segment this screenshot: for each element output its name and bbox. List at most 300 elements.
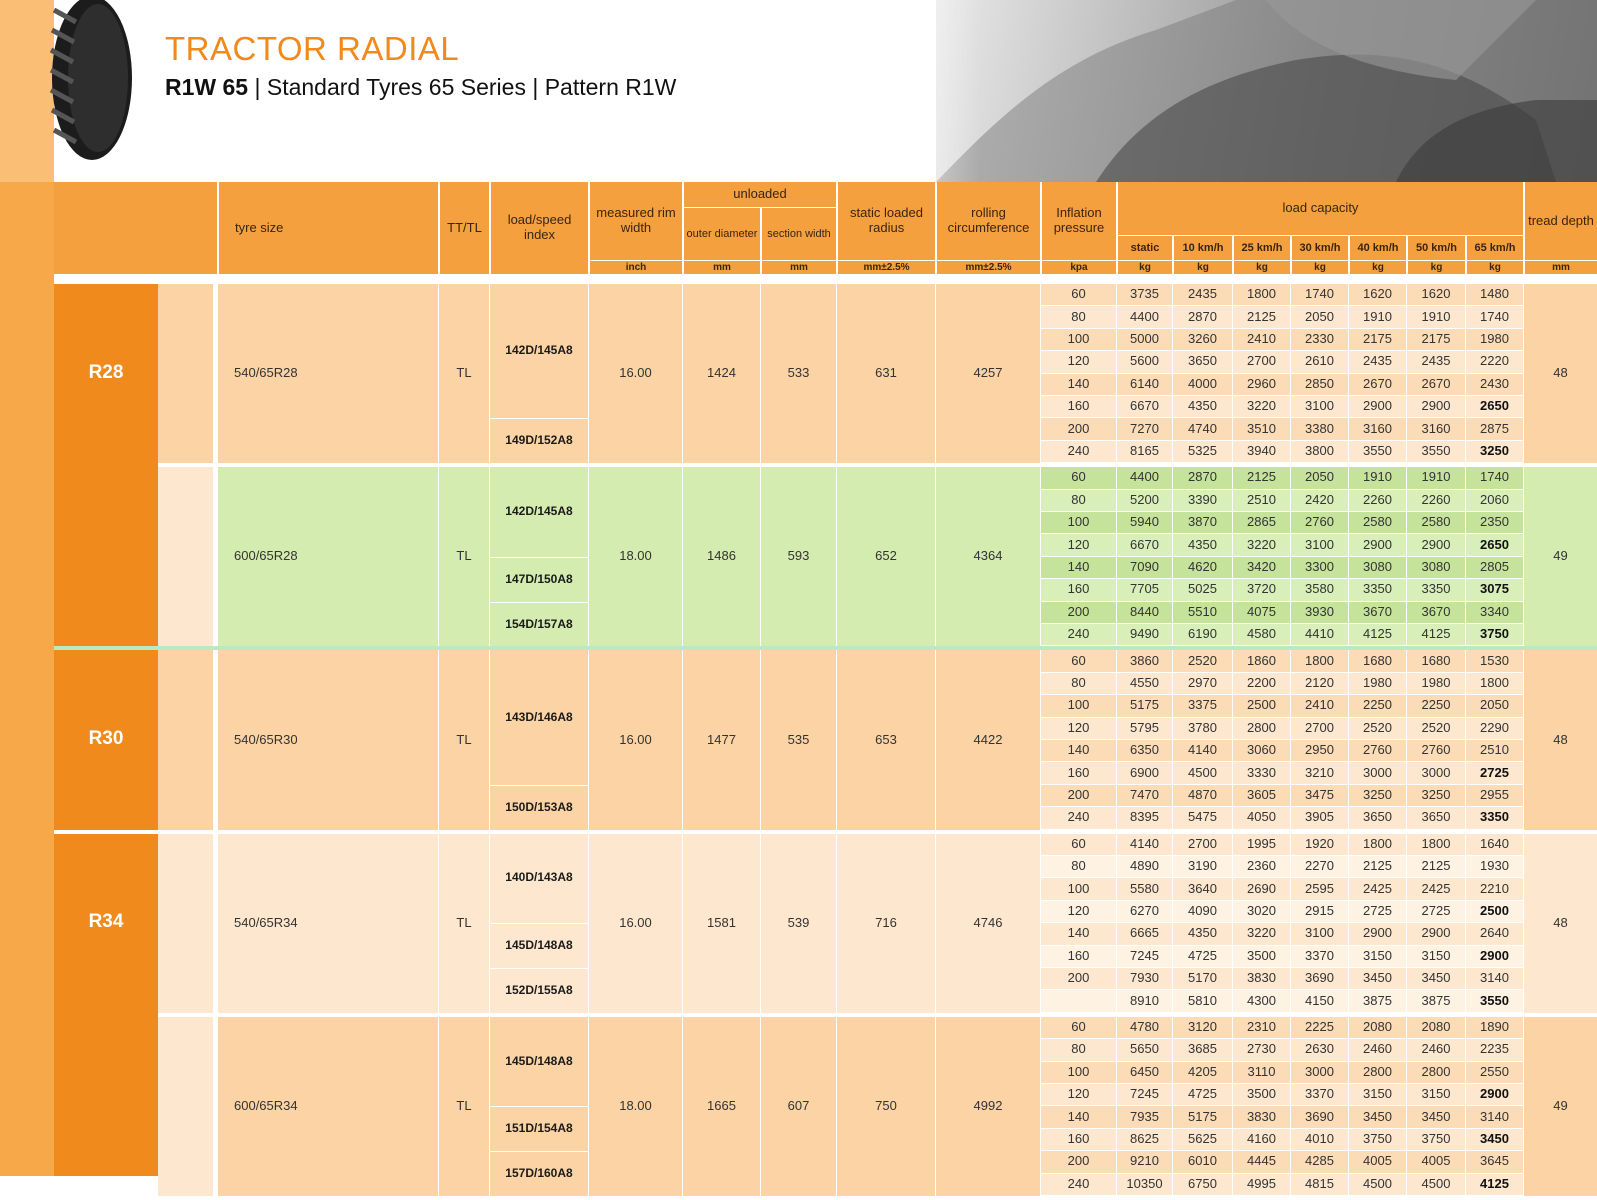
inflation-pressure: 60: [1040, 834, 1116, 856]
outer-diameter: 1486: [682, 467, 760, 646]
inflation-pressure: 100: [1040, 695, 1116, 717]
load-capacity-value: 2125: [1348, 856, 1406, 878]
load-capacity-value: 2700: [1290, 718, 1348, 740]
inflation-pressure: 120: [1040, 901, 1116, 923]
inflation-pressure: 140: [1040, 740, 1116, 762]
load-capacity-value: 3380: [1290, 418, 1348, 440]
load-capacity-value: 1910: [1406, 467, 1465, 489]
load-capacity-value: 2630: [1290, 1039, 1348, 1061]
load-capacity-value: 1740: [1290, 284, 1348, 306]
inflation-pressure: 60: [1040, 1017, 1116, 1039]
load-capacity-value: 4300: [1232, 990, 1290, 1012]
load-capacity-value: 2060: [1465, 490, 1523, 512]
rim-width: 16.00: [588, 284, 682, 463]
load-capacity-value: 2260: [1348, 490, 1406, 512]
tt-tl: TL: [438, 1017, 489, 1196]
load-capacity-value: 2125: [1232, 306, 1290, 328]
load-capacity-value: 3100: [1290, 923, 1348, 945]
load-capacity-value: 3140: [1465, 968, 1523, 990]
load-capacity-value: 2690: [1232, 878, 1290, 900]
load-capacity-value: 2435: [1406, 351, 1465, 373]
load-capacity-value: 4160: [1232, 1129, 1290, 1151]
load-capacity-value: 1620: [1406, 284, 1465, 306]
load-capacity-value: 3210: [1290, 762, 1348, 784]
load-capacity-value: 3080: [1348, 557, 1406, 579]
load-capacity-value: 3340: [1465, 602, 1523, 624]
load-capacity-value: 2430: [1465, 374, 1523, 396]
load-capacity-value: 3750: [1406, 1129, 1465, 1151]
load-capacity-value: 2510: [1232, 490, 1290, 512]
load-capacity-value: 2270: [1290, 856, 1348, 878]
header-rim-width: measured rim width: [588, 182, 682, 260]
load-capacity-value: 3870: [1172, 512, 1232, 534]
load-capacity-value: 4000: [1172, 374, 1232, 396]
header-tread-depth: tread depth: [1523, 182, 1597, 260]
load-capacity-value: 5475: [1172, 807, 1232, 829]
inflation-pressure: 100: [1040, 512, 1116, 534]
load-capacity-value: 7245: [1116, 1084, 1172, 1106]
load-capacity-value: 3100: [1290, 396, 1348, 418]
load-speed-index: 145D/148A8: [489, 1017, 588, 1107]
load-capacity-value: 2050: [1465, 695, 1523, 717]
load-capacity-value: 3670: [1348, 602, 1406, 624]
load-speed-index: 140D/143A8: [489, 834, 588, 924]
inflation-pressure: 100: [1040, 878, 1116, 900]
load-capacity-value: 3020: [1232, 901, 1290, 923]
load-capacity-value: 3450: [1348, 968, 1406, 990]
load-capacity-value: 4500: [1348, 1174, 1406, 1196]
load-capacity-value: 4075: [1232, 602, 1290, 624]
load-capacity-value: 6670: [1116, 396, 1172, 418]
rim-group-r30: [54, 650, 158, 829]
load-capacity-value: 3640: [1172, 878, 1232, 900]
load-capacity-value: 3160: [1348, 418, 1406, 440]
load-capacity-value: 3580: [1290, 579, 1348, 601]
load-capacity-value: 2900: [1348, 534, 1406, 556]
series-description: | Standard Tyres 65 Series | Pattern R1W: [248, 74, 677, 100]
load-capacity-value: 1800: [1232, 284, 1290, 306]
load-capacity-value: 3800: [1290, 441, 1348, 463]
load-capacity-value: 3370: [1290, 1084, 1348, 1106]
inflation-pressure: 120: [1040, 534, 1116, 556]
rolling-circumference: 4422: [935, 650, 1040, 829]
load-capacity-value: 3875: [1406, 990, 1465, 1012]
unit-label: kg: [1290, 260, 1348, 274]
load-capacity-value: 2210: [1465, 878, 1523, 900]
load-capacity-value: 2900: [1348, 923, 1406, 945]
load-capacity-value: 3260: [1172, 329, 1232, 351]
load-capacity-value: 1980: [1465, 329, 1523, 351]
load-capacity-value: 7090: [1116, 557, 1172, 579]
load-capacity-value: 2640: [1465, 923, 1523, 945]
load-capacity-value: 2700: [1172, 834, 1232, 856]
load-capacity-value: 2360: [1232, 856, 1290, 878]
load-capacity-value: 2410: [1232, 329, 1290, 351]
load-capacity-value: 3140: [1465, 1106, 1523, 1128]
rim-group-r28: [54, 284, 158, 646]
header-outer-diameter: outer diameter: [682, 208, 760, 260]
load-capacity-value: 3150: [1348, 1084, 1406, 1106]
load-capacity-value: 3500: [1232, 1084, 1290, 1106]
inflation-pressure: 160: [1040, 762, 1116, 784]
load-capacity-value: 2595: [1290, 878, 1348, 900]
load-capacity-value: 2125: [1232, 467, 1290, 489]
tyre-size: 540/65R34: [217, 834, 438, 1013]
load-speed-index: 154D/157A8: [489, 602, 588, 647]
tt-tl: TL: [438, 467, 489, 646]
header-speed-3: 30 km/h: [1290, 236, 1348, 260]
load-capacity-value: 2730: [1232, 1039, 1290, 1061]
load-capacity-value: 4500: [1172, 762, 1232, 784]
tread-depth: 48: [1523, 650, 1597, 829]
load-capacity-value: 3250: [1406, 785, 1465, 807]
load-capacity-value: 4125: [1406, 624, 1465, 646]
inflation-pressure: 60: [1040, 284, 1116, 306]
load-capacity-value: 6140: [1116, 374, 1172, 396]
inflation-pressure: 200: [1040, 602, 1116, 624]
load-capacity-value: 2050: [1290, 467, 1348, 489]
load-capacity-value: 3110: [1232, 1062, 1290, 1084]
load-capacity-value: 4995: [1232, 1174, 1290, 1196]
load-capacity-value: 8910: [1116, 990, 1172, 1012]
header-speed-0: static: [1116, 236, 1172, 260]
load-capacity-value: 4725: [1172, 946, 1232, 968]
load-capacity-value: 3000: [1290, 1062, 1348, 1084]
load-capacity-value: 3120: [1172, 1017, 1232, 1039]
unit-label: mm: [682, 260, 760, 274]
load-capacity-value: 4205: [1172, 1062, 1232, 1084]
load-capacity-value: 5580: [1116, 878, 1172, 900]
load-capacity-value: 5175: [1116, 695, 1172, 717]
unit-label: kg: [1232, 260, 1290, 274]
load-capacity-value: 3350: [1348, 579, 1406, 601]
load-capacity-value: 3670: [1406, 602, 1465, 624]
load-capacity-value: 2520: [1406, 718, 1465, 740]
load-capacity-value: 1740: [1465, 467, 1523, 489]
load-capacity-value: 3450: [1406, 968, 1465, 990]
load-capacity-value: 6665: [1116, 923, 1172, 945]
load-capacity-value: 3075: [1465, 579, 1523, 601]
rim-width: 16.00: [588, 650, 682, 829]
load-capacity-value: 3875: [1348, 990, 1406, 1012]
load-capacity-value: 2050: [1290, 306, 1348, 328]
load-capacity-value: 6190: [1172, 624, 1232, 646]
load-capacity-value: 3220: [1232, 923, 1290, 945]
load-capacity-value: 1890: [1465, 1017, 1523, 1039]
load-capacity-value: 2650: [1465, 534, 1523, 556]
load-capacity-value: 4870: [1172, 785, 1232, 807]
tyre-photo: [42, 0, 134, 160]
load-capacity-value: 1800: [1348, 834, 1406, 856]
load-capacity-value: 5025: [1172, 579, 1232, 601]
load-capacity-value: 2460: [1348, 1039, 1406, 1061]
load-capacity-value: 3645: [1465, 1151, 1523, 1173]
tt-tl: TL: [438, 650, 489, 829]
outer-diameter: 1424: [682, 284, 760, 463]
load-capacity-value: 4350: [1172, 923, 1232, 945]
load-capacity-value: 4500: [1406, 1174, 1465, 1196]
inflation-pressure: 140: [1040, 374, 1116, 396]
unit-label: kg: [1116, 260, 1172, 274]
load-capacity-value: 3080: [1406, 557, 1465, 579]
load-capacity-value: 5795: [1116, 718, 1172, 740]
load-capacity-value: 4010: [1290, 1129, 1348, 1151]
load-capacity-value: 2725: [1465, 762, 1523, 784]
load-capacity-value: 7935: [1116, 1106, 1172, 1128]
load-capacity-value: 3060: [1232, 740, 1290, 762]
rim-group-label: R34: [88, 911, 124, 933]
unit-label: mm±2.5%: [935, 260, 1040, 274]
load-capacity-value: 2330: [1290, 329, 1348, 351]
load-capacity-value: 5200: [1116, 490, 1172, 512]
load-capacity-value: 1530: [1465, 650, 1523, 672]
inflation-pressure: 120: [1040, 718, 1116, 740]
load-capacity-value: 7270: [1116, 418, 1172, 440]
header-static-loaded-radius: static loaded radius: [836, 182, 935, 260]
load-capacity-value: 1910: [1348, 467, 1406, 489]
load-capacity-value: 2870: [1172, 467, 1232, 489]
load-capacity-value: 3150: [1406, 946, 1465, 968]
unit-label: mm: [760, 260, 836, 274]
load-capacity-value: 5170: [1172, 968, 1232, 990]
load-capacity-value: 4580: [1232, 624, 1290, 646]
load-capacity-value: 2220: [1465, 351, 1523, 373]
load-speed-index: 152D/155A8: [489, 968, 588, 1013]
static-loaded-radius: 750: [836, 1017, 935, 1196]
load-capacity-value: 2410: [1290, 695, 1348, 717]
section-width: 533: [760, 284, 836, 463]
load-capacity-value: 2500: [1465, 901, 1523, 923]
load-capacity-value: 2670: [1406, 374, 1465, 396]
load-capacity-value: 3350: [1465, 807, 1523, 829]
load-capacity-value: 3150: [1348, 946, 1406, 968]
header-speed-4: 40 km/h: [1348, 236, 1406, 260]
inflation-pressure: 160: [1040, 579, 1116, 601]
load-capacity-value: 1680: [1348, 650, 1406, 672]
load-capacity-value: 5175: [1172, 1106, 1232, 1128]
load-capacity-value: 3510: [1232, 418, 1290, 440]
load-capacity-value: 5625: [1172, 1129, 1232, 1151]
header-unloaded: unloaded: [682, 182, 836, 208]
load-capacity-value: 3000: [1348, 762, 1406, 784]
page-title: TRACTOR RADIAL: [165, 30, 460, 67]
page-subtitle: [165, 74, 676, 101]
inflation-pressure: 80: [1040, 856, 1116, 878]
load-capacity-value: 2510: [1465, 740, 1523, 762]
load-capacity-value: 6270: [1116, 901, 1172, 923]
load-capacity-value: 4150: [1290, 990, 1348, 1012]
load-capacity-value: 3780: [1172, 718, 1232, 740]
load-capacity-value: 4140: [1116, 834, 1172, 856]
load-capacity-value: 3160: [1406, 418, 1465, 440]
load-capacity-value: 1480: [1465, 284, 1523, 306]
load-capacity-value: 2805: [1465, 557, 1523, 579]
tread-depth: 48: [1523, 834, 1597, 1013]
row-padding: [158, 650, 213, 829]
load-capacity-value: 3190: [1172, 856, 1232, 878]
load-capacity-value: 3690: [1290, 1106, 1348, 1128]
inflation-pressure: 140: [1040, 1106, 1116, 1128]
load-capacity-value: 2700: [1232, 351, 1290, 373]
load-capacity-value: 5940: [1116, 512, 1172, 534]
load-capacity-value: 2250: [1406, 695, 1465, 717]
load-capacity-value: 2800: [1348, 1062, 1406, 1084]
load-capacity-value: 3940: [1232, 441, 1290, 463]
tyre-size: 600/65R34: [217, 1017, 438, 1196]
load-capacity-value: 4140: [1172, 740, 1232, 762]
load-capacity-value: 2175: [1406, 329, 1465, 351]
load-capacity-value: 1995: [1232, 834, 1290, 856]
load-capacity-value: 4815: [1290, 1174, 1348, 1196]
load-capacity-value: 6670: [1116, 534, 1172, 556]
load-capacity-value: 4780: [1116, 1017, 1172, 1039]
tread-depth: 48: [1523, 284, 1597, 463]
load-capacity-value: 2900: [1406, 396, 1465, 418]
load-capacity-value: 1910: [1348, 306, 1406, 328]
load-capacity-value: 2960: [1232, 374, 1290, 396]
load-capacity-value: 7930: [1116, 968, 1172, 990]
load-capacity-value: 2900: [1406, 534, 1465, 556]
header-inflation-pressure: Inflation pressure: [1040, 182, 1116, 260]
load-capacity-value: 3450: [1348, 1106, 1406, 1128]
load-capacity-value: 5000: [1116, 329, 1172, 351]
load-speed-index: 145D/148A8: [489, 923, 588, 968]
load-capacity-value: 2900: [1465, 1084, 1523, 1106]
load-capacity-value: 3420: [1232, 557, 1290, 579]
row-padding: [158, 284, 213, 463]
load-capacity-value: 2870: [1172, 306, 1232, 328]
load-capacity-value: 1910: [1406, 306, 1465, 328]
load-speed-index: 157D/160A8: [489, 1151, 588, 1196]
load-capacity-value: 3450: [1406, 1106, 1465, 1128]
load-capacity-value: 5510: [1172, 602, 1232, 624]
load-capacity-value: 1640: [1465, 834, 1523, 856]
load-capacity-value: 2080: [1406, 1017, 1465, 1039]
static-loaded-radius: 716: [836, 834, 935, 1013]
inflation-pressure: 160: [1040, 396, 1116, 418]
load-speed-index: 147D/150A8: [489, 557, 588, 602]
load-capacity-value: 2865: [1232, 512, 1290, 534]
load-capacity-value: 3450: [1465, 1129, 1523, 1151]
header-speed-2: 25 km/h: [1232, 236, 1290, 260]
load-capacity-value: 3390: [1172, 490, 1232, 512]
header-tt-tl: TT/TL: [438, 182, 489, 274]
inflation-pressure: 140: [1040, 923, 1116, 945]
section-width: 593: [760, 467, 836, 646]
load-capacity-value: 3685: [1172, 1039, 1232, 1061]
load-capacity-value: 2520: [1172, 650, 1232, 672]
load-capacity-value: 3690: [1290, 968, 1348, 990]
header-speed-6: 65 km/h: [1465, 236, 1523, 260]
load-capacity-value: 2900: [1406, 923, 1465, 945]
load-capacity-value: 2260: [1406, 490, 1465, 512]
load-capacity-value: 1980: [1406, 673, 1465, 695]
tread-depth: 49: [1523, 467, 1597, 646]
load-capacity-value: 3370: [1290, 946, 1348, 968]
unit-label: mm±2.5%: [836, 260, 935, 274]
rolling-circumference: 4746: [935, 834, 1040, 1013]
load-capacity-value: 3350: [1406, 579, 1465, 601]
load-capacity-value: 2125: [1406, 856, 1465, 878]
load-capacity-value: 4550: [1116, 673, 1172, 695]
section-gap: [54, 1196, 1597, 1200]
load-capacity-value: 3750: [1465, 624, 1523, 646]
inflation-pressure: 80: [1040, 673, 1116, 695]
load-speed-index: 151D/154A8: [489, 1106, 588, 1151]
inflation-pressure: 200: [1040, 785, 1116, 807]
load-capacity-value: 3905: [1290, 807, 1348, 829]
inflation-pressure: 240: [1040, 807, 1116, 829]
load-capacity-value: 2550: [1465, 1062, 1523, 1084]
load-capacity-value: 8165: [1116, 441, 1172, 463]
load-capacity-value: 3330: [1232, 762, 1290, 784]
rolling-circumference: 4992: [935, 1017, 1040, 1196]
photo-fade: [780, 0, 980, 182]
inflation-pressure: 240: [1040, 1174, 1116, 1196]
unit-label: kpa: [1040, 260, 1116, 274]
load-capacity-value: 6450: [1116, 1062, 1172, 1084]
inflation-pressure: 160: [1040, 946, 1116, 968]
rolling-circumference: 4364: [935, 467, 1040, 646]
load-speed-index: 142D/145A8: [489, 467, 588, 557]
rim-width: 18.00: [588, 1017, 682, 1196]
load-capacity-value: 1680: [1406, 650, 1465, 672]
tyre-size: 600/65R28: [217, 467, 438, 646]
load-capacity-value: 3650: [1172, 351, 1232, 373]
load-capacity-value: 2080: [1348, 1017, 1406, 1039]
load-capacity-value: 3220: [1232, 534, 1290, 556]
header-load-speed-index: load/speed index: [489, 182, 588, 274]
row-padding: [158, 834, 213, 1013]
load-capacity-value: 2435: [1172, 284, 1232, 306]
tyre-size: 540/65R28: [217, 284, 438, 463]
load-capacity-value: 2310: [1232, 1017, 1290, 1039]
inflation-pressure: 120: [1040, 1084, 1116, 1106]
header-separator: [54, 274, 1597, 280]
load-capacity-value: 3300: [1290, 557, 1348, 579]
load-capacity-value: 3750: [1348, 1129, 1406, 1151]
inflation-pressure: 140: [1040, 557, 1116, 579]
load-capacity-value: 3250: [1465, 441, 1523, 463]
load-capacity-value: 2420: [1290, 490, 1348, 512]
outer-diameter: 1477: [682, 650, 760, 829]
unit-label: inch: [588, 260, 682, 274]
load-capacity-value: 4005: [1348, 1151, 1406, 1173]
load-speed-index: 143D/146A8: [489, 650, 588, 784]
load-capacity-value: 2250: [1348, 695, 1406, 717]
load-capacity-value: 4350: [1172, 396, 1232, 418]
load-capacity-value: 2120: [1290, 673, 1348, 695]
load-capacity-value: 6900: [1116, 762, 1172, 784]
load-capacity-value: 3150: [1406, 1084, 1465, 1106]
inflation-pressure: 100: [1040, 1062, 1116, 1084]
inflation-pressure: 240: [1040, 624, 1116, 646]
tyre-tread-background-photo: [936, 0, 1597, 182]
load-capacity-value: 3830: [1232, 968, 1290, 990]
inflation-pressure: 100: [1040, 329, 1116, 351]
static-loaded-radius: 652: [836, 467, 935, 646]
load-capacity-value: 1800: [1406, 834, 1465, 856]
unit-label: kg: [1348, 260, 1406, 274]
load-capacity-value: 2850: [1290, 374, 1348, 396]
load-capacity-value: 2970: [1172, 673, 1232, 695]
section-width: 607: [760, 1017, 836, 1196]
load-capacity-value: 5810: [1172, 990, 1232, 1012]
rim-group-label: R28: [88, 361, 124, 383]
rolling-circumference: 4257: [935, 284, 1040, 463]
load-capacity-value: 2460: [1406, 1039, 1465, 1061]
unit-label: kg: [1465, 260, 1523, 274]
